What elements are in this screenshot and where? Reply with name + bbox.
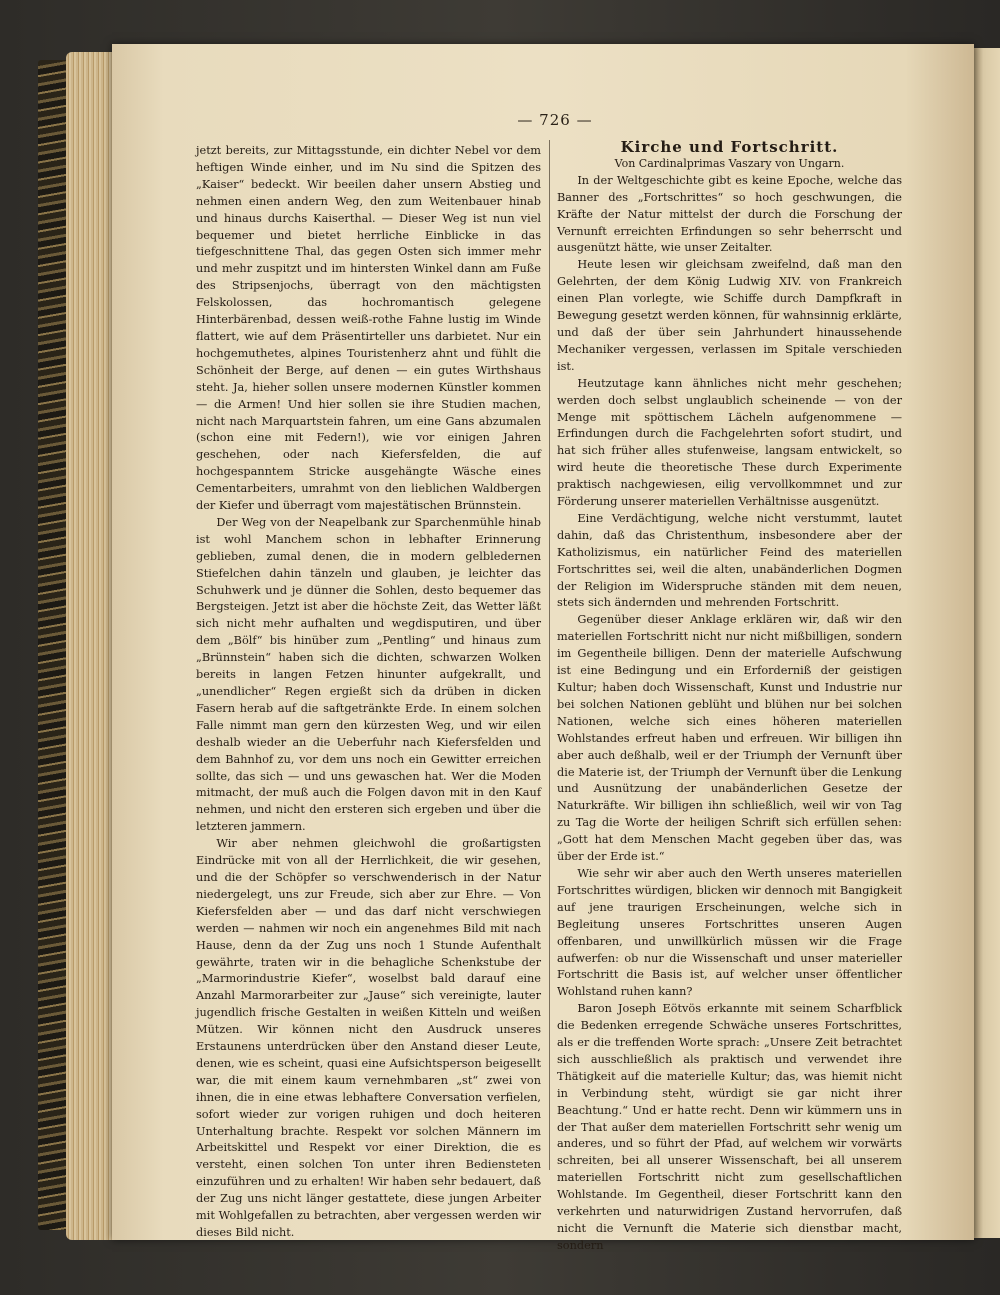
paragraph: Eine Verdächtigung, welche nicht verstummt, lautet dahin, daß das Christenthum, insbesondere aber der Katholizismus, ein natürlicher Feind des materiellen Fortschrittes sei, weil die alten, unabänderlichen Dogmen der Religion im Widerspruche ständen mit dem neuen, stets sich ändernden und mehrenden Fortschritt.	[557, 511, 902, 610]
paragraph: Der Weg von der Neapelbank zur Sparchenmühle hinab ist wohl Manchem schon in lebhafter Erinnerung geblieben, zumal denen, die in modern gelbledernen Stiefelchen dahin tänzeln und glauben, je leichter das Schuhwerk und je dünner die Sohlen, desto bequemer das Bergsteigen. Jetzt ist aber die höchste Zeit, das Wetter läßt sich nicht mehr aufhalten und wegdisputiren, und über dem „Bölf“ bis hinüber zum „Pentling“ und hinaus zum „Brünnstein“ haben sich die dichten, schwarzen Wolken bereits in langen Fetzen hinunter aufgekrallt, und „unendlicher“ Regen ergießt sich da drüben in dicken Fasern herab auf die saftgetränkte Erde. In einem solchen Falle nimmt man gern den kürzesten Weg, und wir eilen deshalb wieder an die Ueberfuhr nach Kiefersfelden und dem Bahnhof zu, vor dem uns noch ein Gewitter erreichen sollte, das sich — und uns gewaschen hat. Wer die Moden mitmacht, der muß auch die Folgen davon mit in den Kauf nehmen, und nicht den ersteren sich ergeben und über die letzteren jammern.	[196, 515, 541, 834]
left-column	[196, 143, 541, 1242]
facing-page-edge	[972, 48, 1000, 1238]
article-title: Kirche und Fortschritt.	[620, 138, 839, 156]
article-byline: Von Cardinalprimas Vaszary von Ungarn.	[614, 156, 845, 170]
paragraph: jetzt bereits, zur Mittagsstunde, ein dichter Nebel vor dem heftigen Winde einher, und im Nu sind die Spitzen des „Kaiser“ bedeckt. Wir beeilen daher unsern Abstieg und nehmen einen andern Weg, den zum Weitenbauer hinab und hinaus durchs Kaiserthal. — Dieser Weg ist nun viel bequemer und bietet herrliche Einblicke in das tiefgeschnittene Thal, das gegen Osten sich immer mehr und mehr zuspitzt und im hintersten Winkel dann am Fuße des Stripsenjochs, überragt von den mächtigsten Felskolossen, das hochromantisch gelegene Hinterbärenbad, dessen weiß-rothe Fahne lustig im Winde flattert, wie auf dem Präsentirteller uns darbietet. Nur ein hochgemuthetes, alpines Touristenherz ahnt und fühlt die Schönheit der Berge, auf denen — ein gutes Wirthshaus steht. Ja, hieher sollen unsere modernen Künstler kommen — die Armen! Und hier sollen sie ihre Studien machen, nicht nach Marquartstein fahren, um eine Gans abzumalen (schon eine mit Federn!), wie vor einigen Jahren geschehen, oder nach Kiefersfelden, die auf hochgespanntem Stricke ausgehängte Wäsche eines Cementarbeiters, umrahmt von den lieblichen Waldbergen der Kiefer und überragt vom majestätischen Brünnstein.	[196, 144, 541, 513]
paragraph: Gegenüber dieser Anklage erklären wir, daß wir den materiellen Fortschritt nicht nur nicht mißbilligen, sondern im Gegentheile billigen. Denn der materielle Aufschwung ist eine Bedingung und ein Erforderniß der geistigen Kultur; haben doch Wissenschaft, Kunst und Industrie nur bei solchen Nationen geblüht und blühen nur bei solchen Nationen, welche sich eines höheren materiellen Wohlstandes erfreut haben und erfreuen. Wir billigen ihn aber auch deßhalb, weil er der Triumph der Vernunft über die Materie ist, der Triumph der Vernunft über die Lenkung und Ausnützung der unabänderlichen Gesetze der Naturkräfte. Wir billigen ihn schließlich, weil wir von Tag zu Tag die Worte der heiligen Schrift sich erfüllen sehen: „Gott hat dem Menschen Macht gegeben über das, was über der Erde ist.“	[557, 613, 902, 864]
paragraph: Wie sehr wir aber auch den Werth unseres materiellen Fortschrittes würdigen, blicken wir dennoch mit Bangigkeit auf jene traurigen Erscheinungen, welche sich in Begleitung unseres Fortschrittes unseren Augen offenbaren, und unwillkürlich müssen wir die Frage aufwerfen: ob nur die Wissenschaft und unser materieller Fortschritt die Basis ist, auf welcher unser öffentlicher Wohlstand ruhen kann?	[557, 866, 902, 999]
paragraph: In der Weltgeschichte gibt es keine Epoche, welche das Banner des „Fortschrittes“ so hoch geschwungen, die Kräfte der Natur mittelst der durch die Forschung der Vernunft erreichten Erfindungen so sehr beherrscht und ausgenützt hätte, wie unser Zeitalter.	[557, 173, 902, 255]
paragraph: Baron Joseph Eötvös erkannte mit seinem Scharfblick die Bedenken erregende Schwäche unseres Fortschrittes, als er die treffenden Worte sprach: „Unsere Zeit betrachtet sich ausschließlich als praktisch und verwendet ihre Thätigkeit auf die materielle Kultur; das, was hiemit nicht in Verbindung steht, würdigt sie gar nicht ihrer Beachtung.“ Und er hatte recht. Denn wir kümmern uns in der That außer dem materiellen Fortschritt sehr wenig um anderes, und so führt der Pfad, auf welchem wir vorwärts schreiten, bei all unserer Wissenschaft, bei all unserem materiellen Fortschritt nicht zum gesellschaftlichen Wohlstande. Im Gegentheil, dieser Fortschritt kann den verkehrten und naturwidrigen Zustand hervorrufen, daß nicht die Vernunft die Materie sich dienstbar macht, sondern	[557, 1002, 902, 1252]
paragraph: Heutzutage kann ähnliches nicht mehr geschehen; werden doch selbst unglaublich scheinende — von der Menge mit spöttischem Lächeln aufgenommene — Erfindungen durch die Fachgelehrten sofort studirt, und hat sich früher alles stufenweise, langsam entwickelt, so wird heute die theoretische These durch Experimente praktisch nachgewiesen, eilig vervollkommnet und zur Förderung unserer materiellen Verhältnisse ausgenützt.	[557, 376, 902, 509]
page-number: — 726 —	[517, 111, 593, 129]
column-divider	[549, 140, 550, 1170]
paragraph: Wir aber nehmen gleichwohl die großartigsten Eindrücke mit von all der Herrlichkeit, die wir gesehen, und die der Schöpfer so verschwenderisch in der Natur niedergelegt, uns zur Freude, sich aber zur Ehre. — Von Kiefersfelden aber — und das darf nicht verschwiegen werden — nahmen wir noch ein angenehmes Bild mit nach Hause, denn da der Zug uns noch 1 Stunde Aufenthalt gewährte, traten wir in die behagliche Schenkstube der „Marmorindustrie Kiefer“, woselbst bald darauf eine Anzahl Marmorarbeiter zur „Jause“ sich vereinigte, lauter jugendlich frische Gestalten in weißen Kitteln und weißen Mützen. Wir können nicht den Ausdruck unseres Erstaunens unterdrücken über den Anstand dieser Leute, denen, wie es scheint, quasi eine Aufsichtsperson beigesellt war, die mit einem kaum vernehmbaren „st“ zwei von ihnen, die in eine etwas lebhaftere Conversation verfielen, sofort wieder zur vorigen ruhigen und doch heiteren Unterhaltung brachte. Respekt vor solchen Männern im Arbeitskittel und Respekt vor einer Direktion, die es versteht, einen solchen Ton unter ihren Bediensteten einzuführen und zu erhalten! Wir haben sehr bedauert, daß der Zug uns nicht länger gestattete, diese jungen Arbeiter mit Wohlgefallen zu betrachten, aber vergessen werden wir dieses Bild nicht.	[196, 837, 541, 1239]
paragraph: Heute lesen wir gleichsam zweifelnd, daß man den Gelehrten, der dem König Ludwig XIV. von Frankreich einen Plan vorlegte, wie Schiffe durch Dampfkraft in Bewegung gesetzt werden können, für wahnsinnig erklärte, und daß der über sein Jahrhundert hinaussehende Mechaniker vergessen, verlassen im Spitale verschieden ist.	[557, 258, 902, 373]
page-edges	[66, 52, 118, 1240]
right-column	[557, 139, 902, 1255]
